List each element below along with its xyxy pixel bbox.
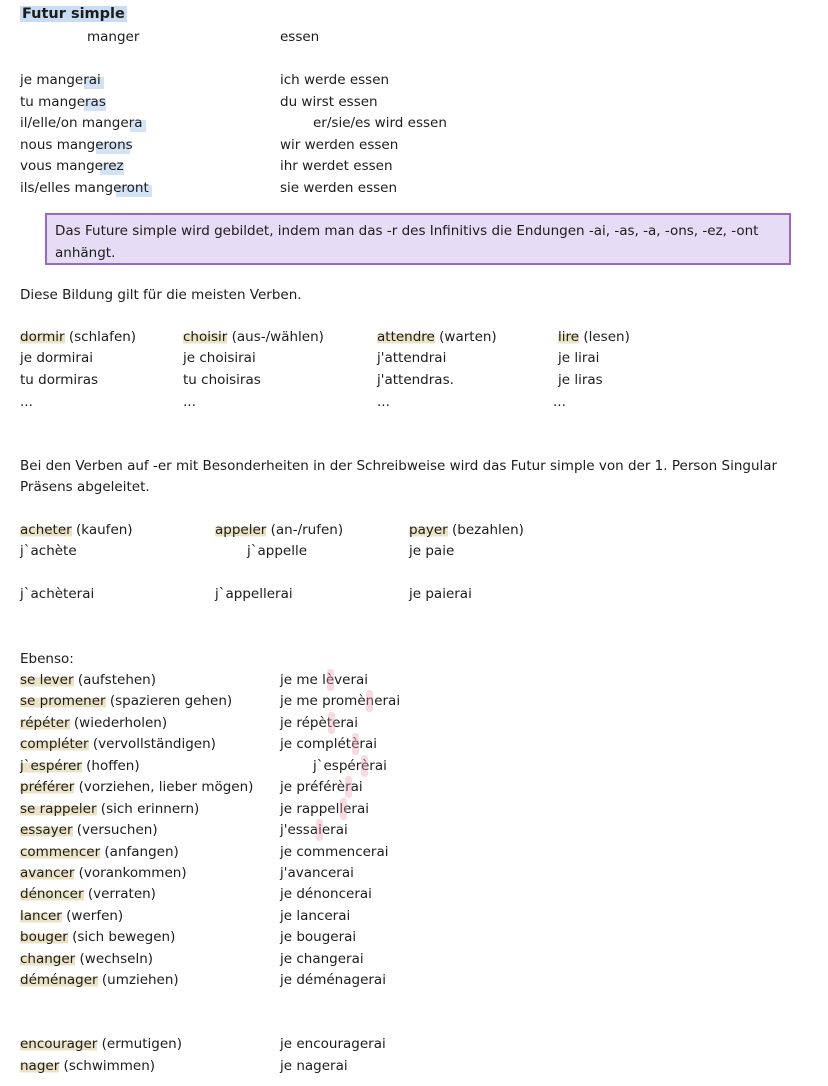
- accent-mark: [340, 798, 347, 820]
- rule-text: Diese Bildung gilt für die meisten Verben.: [20, 287, 302, 303]
- ebenso-verb: se rappeler (sich erinnern): [20, 801, 200, 817]
- intro-col2-head: essen: [280, 29, 320, 45]
- verb-form: je choisirai: [183, 350, 256, 366]
- verb-payer: payer (bezahlen): [409, 522, 524, 538]
- accent-mark: [361, 755, 368, 777]
- verb-appeler: appeler (an-/rufen): [215, 522, 344, 538]
- verb-futur: j`achèterai: [20, 586, 95, 602]
- accent-mark: [327, 669, 334, 691]
- intro-de-row: sie werden essen: [280, 180, 397, 196]
- ebenso-futur: je déménagerai: [280, 972, 386, 988]
- intro-fr-row: je mangerai: [20, 72, 101, 88]
- ebenso-verb: déménager (umziehen): [20, 972, 179, 988]
- ebenso-verb: répéter (wiederholen): [20, 715, 168, 731]
- ebenso-verb: avancer (vorankommen): [20, 865, 187, 881]
- verb-form: tu dormiras: [20, 372, 99, 388]
- ebenso-futur: je bougerai: [280, 929, 357, 945]
- extra-futur: je encouragerai: [280, 1036, 386, 1052]
- ebenso-futur: je rappellerai: [280, 801, 369, 817]
- ebenso-verb: compléter (vervollständigen): [20, 736, 216, 752]
- ebenso-futur: je lancerai: [280, 908, 351, 924]
- ebenso-verb: se lever (aufstehen): [20, 672, 157, 688]
- verb-present: j`achète: [20, 543, 77, 559]
- verb-form: tu choisiras: [183, 372, 261, 388]
- ebenso-verb: commencer (anfangen): [20, 844, 179, 860]
- extra-verb: encourager (ermutigen): [20, 1036, 182, 1052]
- page-title: Futur simple: [22, 6, 125, 22]
- ebenso-label: Ebenso:: [20, 651, 74, 667]
- intro-fr-row: il/elle/on mangera: [20, 115, 143, 131]
- ebenso-futur: je me lèverai: [280, 672, 369, 688]
- intro-de-row: ihr werdet essen: [280, 158, 393, 174]
- intro-fr-row: ils/elles mangeront: [20, 180, 149, 196]
- verb-form: j'attendrai: [377, 350, 447, 366]
- ebenso-futur: j`espérèrai: [313, 758, 387, 774]
- accent-mark: [345, 776, 352, 798]
- verb-etc: ...: [20, 394, 33, 410]
- verb-form: je liras: [558, 372, 603, 388]
- ebenso-verb: lancer (werfen): [20, 908, 124, 924]
- intro-col1-head: manger: [87, 29, 140, 45]
- verb-futur: j`appellerai: [215, 586, 293, 602]
- intro-fr-row: tu mangeras: [20, 94, 106, 110]
- intro-de-row: wir werden essen: [280, 137, 399, 153]
- verb-lire: lire (lesen): [558, 329, 630, 345]
- extra-futur: je nagerai: [280, 1058, 348, 1074]
- ebenso-verb: changer (wechseln): [20, 951, 154, 967]
- verb-present: je paie: [409, 543, 455, 559]
- accent-mark: [328, 712, 335, 734]
- verb-etc: ...: [377, 394, 390, 410]
- accent-mark: [366, 690, 373, 712]
- ebenso-futur: je changerai: [280, 951, 364, 967]
- verb-futur: je paierai: [409, 586, 472, 602]
- verb-dormir: dormir (schlafen): [20, 329, 137, 345]
- callout-line-2: anhängt.: [55, 245, 116, 261]
- ebenso-futur: j'avancerai: [280, 865, 354, 881]
- ebenso-verb: bouger (sich bewegen): [20, 929, 176, 945]
- ebenso-futur: je complétèrai: [280, 736, 377, 752]
- rule-callout: [45, 213, 791, 265]
- verb-present: j`appelle: [247, 543, 308, 559]
- verb-form: j'attendras.: [377, 372, 454, 388]
- ebenso-futur: je dénoncerai: [280, 886, 372, 902]
- ebenso-futur: je répèterai: [280, 715, 358, 731]
- verb-form: je dormirai: [20, 350, 93, 366]
- ebenso-verb: dénoncer (verraten): [20, 886, 156, 902]
- ebenso-futur: j'essaierai: [280, 822, 348, 838]
- ebenso-verb: j`espérer (hoffen): [20, 758, 140, 774]
- extra-verb: nager (schwimmen): [20, 1058, 156, 1074]
- ebenso-verb: préférer (vorziehen, lieber mögen): [20, 779, 254, 795]
- verb-attendre: attendre (warten): [377, 329, 497, 345]
- ebenso-futur: je préférèrai: [280, 779, 363, 795]
- intro-de-row: er/sie/es wird essen: [313, 115, 447, 131]
- er-text-line-1: Bei den Verben auf -er mit Besonderheiten in der Schreibweise wird das Futur simple von der 1. Person Singular: [20, 458, 778, 474]
- intro-fr-row: vous mangerez: [20, 158, 124, 174]
- intro-de-row: du wirst essen: [280, 94, 378, 110]
- callout-line-1: Das Future simple wird gebildet, indem man das -r des Infinitivs die Endungen -ai, -as, -a, -ons, -ez, -ont: [55, 223, 759, 239]
- ebenso-futur: je commencerai: [280, 844, 389, 860]
- verb-etc: ...: [183, 394, 196, 410]
- er-text-line-2: Präsens abgeleitet.: [20, 479, 150, 495]
- ebenso-verb: se promener (spazieren gehen): [20, 693, 233, 709]
- verb-acheter: acheter (kaufen): [20, 522, 133, 538]
- ebenso-verb: essayer (versuchen): [20, 822, 158, 838]
- accent-mark: [352, 733, 359, 755]
- intro-de-row: ich werde essen: [280, 72, 390, 88]
- verb-form: je lirai: [558, 350, 600, 366]
- verb-choisir: choisir (aus-/wählen): [183, 329, 324, 345]
- accent-mark: [316, 819, 323, 841]
- verb-etc: ...: [553, 394, 566, 410]
- ebenso-futur: je me promènerai: [280, 693, 401, 709]
- intro-fr-row: nous mangerons: [20, 137, 133, 153]
